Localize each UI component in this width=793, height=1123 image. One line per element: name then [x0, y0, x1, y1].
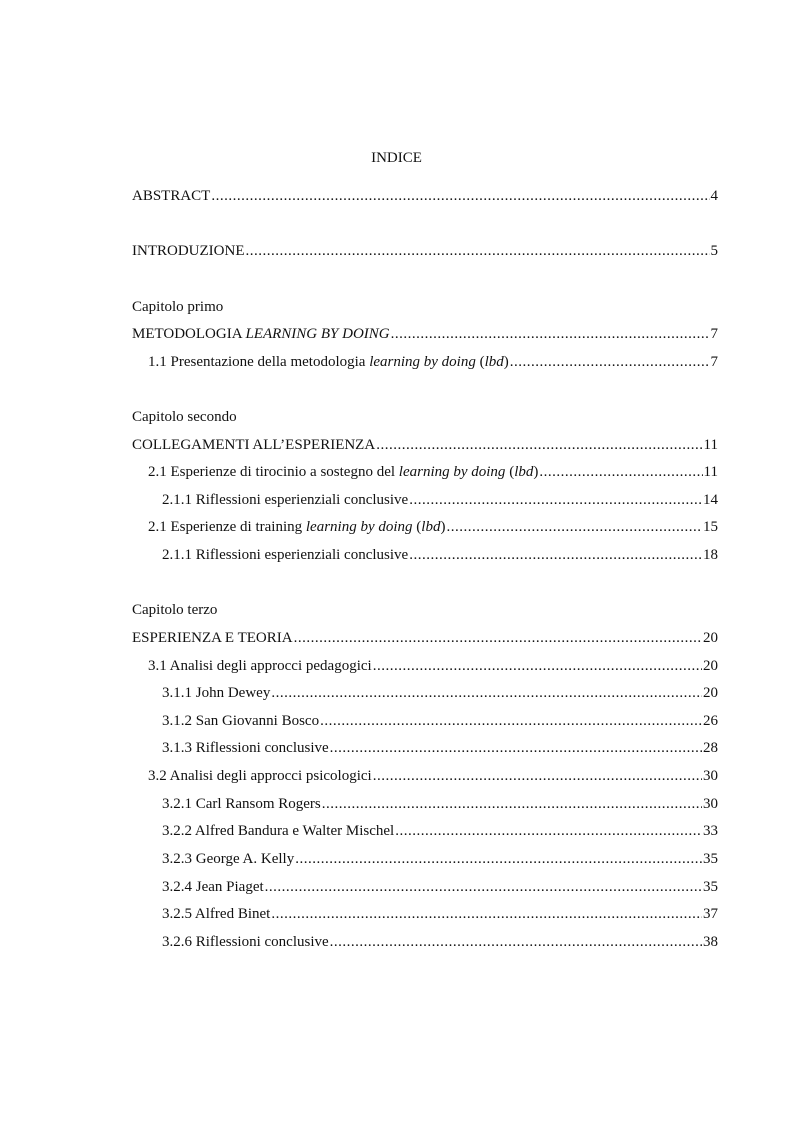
- toc-label: 3.1.3 Riflessioni conclusive: [162, 740, 329, 756]
- toc-page-number: 11: [703, 464, 718, 480]
- toc-label-italic: lbd: [484, 354, 504, 370]
- toc-label-part: METODOLOGIA: [132, 326, 246, 342]
- toc-page-number: 33: [703, 823, 718, 839]
- toc-label: 3.1 Analisi degli approcci pedagogici: [148, 658, 372, 674]
- toc-entry-1-1: [148, 352, 718, 372]
- toc-label-italic: lbd: [514, 464, 534, 480]
- toc-entry-3-2-6: [162, 932, 718, 952]
- toc-page-number: 15: [703, 519, 718, 535]
- toc-page-number: 7: [710, 326, 718, 342]
- toc-label-part: ): [503, 354, 509, 370]
- toc-entry-3-1: [148, 656, 718, 676]
- toc-entry-3-2-2: [162, 821, 718, 841]
- leader-dots: [271, 683, 702, 703]
- toc-label-italic: learning by doing: [398, 464, 506, 480]
- toc-label: INTRODUZIONE: [132, 243, 245, 259]
- toc-label: 3.2.5 Alfred Binet: [162, 906, 271, 922]
- toc-page-number: 37: [703, 906, 718, 922]
- toc-page-number: 5: [710, 243, 718, 259]
- toc-label-part: (: [505, 464, 515, 480]
- toc-page-number: 26: [703, 713, 718, 729]
- toc-entry-2-1-training: [148, 517, 718, 537]
- chapter-heading-3: Capitolo terzo: [132, 602, 218, 618]
- toc-label: 3.1.1 John Dewey: [162, 685, 271, 701]
- leader-dots: [271, 904, 702, 924]
- toc-label: 3.2.4 Jean Piaget: [162, 879, 264, 895]
- toc-page-number: 4: [710, 188, 718, 204]
- leader-dots: [376, 435, 702, 455]
- page-title: INDICE: [371, 150, 422, 166]
- toc-entry-3-1-2: [162, 711, 718, 731]
- leader-dots: [294, 628, 702, 648]
- toc-page-number: 30: [703, 768, 718, 784]
- leader-dots: [409, 545, 702, 565]
- toc-label: 3.2.3 George A. Kelly: [162, 851, 295, 867]
- toc-label: [132, 324, 390, 344]
- toc-entry-2-1-1-training: [162, 545, 718, 565]
- toc-entry-3-2: [148, 766, 718, 786]
- toc-label-italic: LEARNING BY DOING: [245, 326, 390, 342]
- toc-page-number: 20: [703, 685, 718, 701]
- toc-page-number: 35: [703, 851, 718, 867]
- toc-entry-3-2-1: [162, 794, 718, 814]
- toc-label: 3.2.1 Carl Ransom Rogers: [162, 796, 321, 812]
- toc-label: [148, 352, 509, 372]
- toc-label-italic: learning by doing: [369, 354, 476, 370]
- toc-page-number: 30: [703, 796, 718, 812]
- toc-entry-introduzione: [132, 241, 718, 261]
- toc-page-number: 38: [703, 934, 718, 950]
- toc-entry-chapter-1: [132, 324, 718, 344]
- leader-dots: [322, 794, 702, 814]
- leader-dots: [395, 821, 702, 841]
- leader-dots: [330, 738, 702, 758]
- toc-entry-3-1-1: [162, 683, 718, 703]
- toc-page-number: 20: [703, 630, 718, 646]
- leader-dots: [211, 186, 709, 206]
- toc-label-part: ): [533, 464, 539, 480]
- toc-page-number: 20: [703, 658, 718, 674]
- toc-label-part: (: [475, 354, 485, 370]
- toc-label: COLLEGAMENTI ALL’ESPERIENZA: [132, 437, 376, 453]
- toc-entry-3-2-5: [162, 904, 718, 924]
- toc-page-number: 11: [703, 437, 718, 453]
- leader-dots: [265, 877, 702, 897]
- toc-label: [148, 517, 445, 537]
- toc-label: 3.2 Analisi degli approcci psicologici: [148, 768, 372, 784]
- toc-label: 2.1.1 Riflessioni esperienziali conclusive: [162, 547, 409, 563]
- leader-dots: [330, 932, 702, 952]
- toc-entry-2-1: [148, 462, 718, 482]
- toc-page-number: 28: [703, 740, 718, 756]
- toc-page-number: 35: [703, 879, 718, 895]
- leader-dots: [245, 241, 709, 261]
- toc-label: [148, 462, 538, 482]
- chapter-heading-2: Capitolo secondo: [132, 409, 237, 425]
- toc-label-italic: learning by doing: [305, 519, 413, 535]
- leader-dots: [539, 462, 702, 482]
- toc-label-part: 1.1 Presentazione della metodologia: [148, 354, 370, 370]
- toc-label: 3.2.6 Riflessioni conclusive: [162, 934, 329, 950]
- toc-entry-chapter-2: [132, 435, 718, 455]
- chapter-heading-1: Capitolo primo: [132, 299, 224, 315]
- toc-label-part: ): [440, 519, 446, 535]
- leader-dots: [446, 517, 702, 537]
- toc-page-number: 7: [710, 354, 718, 370]
- leader-dots: [409, 490, 702, 510]
- toc-label-part: 2.1 Esperienze di tirocinio a sostegno del: [148, 464, 399, 480]
- toc-label: ABSTRACT: [132, 188, 211, 204]
- leader-dots: [373, 656, 702, 676]
- toc-entry-3-2-4: [162, 877, 718, 897]
- toc-entry-2-1-1: [162, 490, 718, 510]
- toc-label: 2.1.1 Riflessioni esperienziali conclusive: [162, 492, 409, 508]
- leader-dots: [295, 849, 702, 869]
- leader-dots: [510, 352, 710, 372]
- toc-page-number: 18: [703, 547, 718, 563]
- toc-label: ESPERIENZA E TEORIA: [132, 630, 293, 646]
- leader-dots: [373, 766, 702, 786]
- toc-page-number: 14: [703, 492, 718, 508]
- toc-label-part: (: [412, 519, 422, 535]
- toc-entry-chapter-3: [132, 628, 718, 648]
- leader-dots: [320, 711, 702, 731]
- leader-dots: [391, 324, 710, 344]
- toc-entry-3-1-3: [162, 738, 718, 758]
- toc-label-italic: lbd: [421, 519, 441, 535]
- toc-entry-3-2-3: [162, 849, 718, 869]
- toc-label-part: 2.1 Esperienze di training: [148, 519, 306, 535]
- toc-label: 3.2.2 Alfred Bandura e Walter Mischel: [162, 823, 395, 839]
- toc-label: 3.1.2 San Giovanni Bosco: [162, 713, 320, 729]
- toc-entry-abstract: [132, 186, 718, 206]
